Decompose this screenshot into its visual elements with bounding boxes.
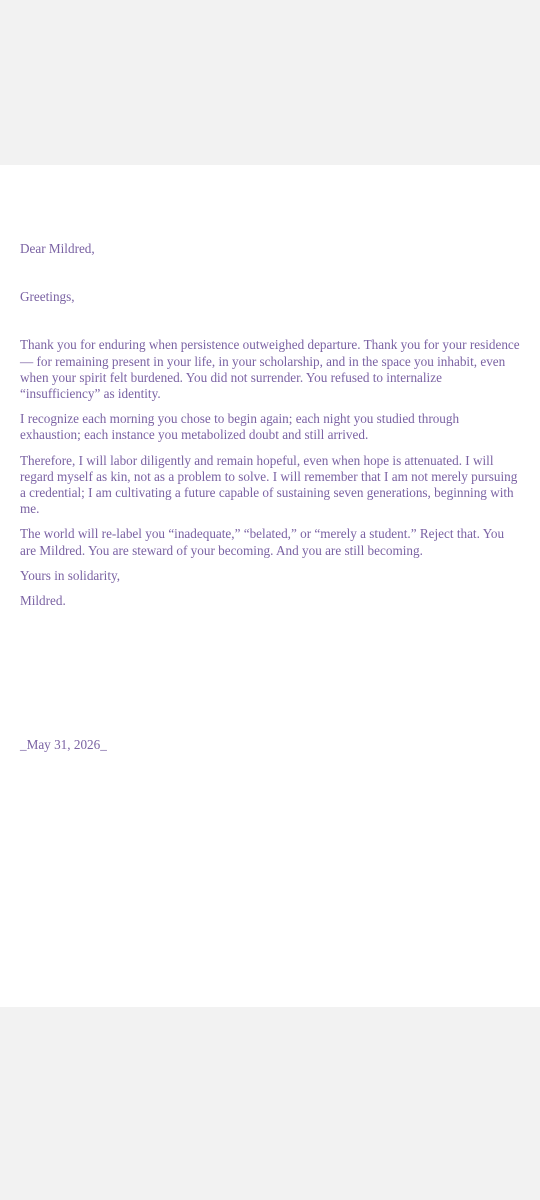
paragraph-4: The world will re-label you “inadequate,” “belated,” or “merely a student.” Reject that. You are Mildred. You are steward of your becoming. And you are still becoming. [20,526,505,558]
signature: Mildred. [20,593,66,609]
salutation: Dear Mildred, [20,241,95,256]
top-margin-area [0,0,540,165]
paragraph-3: Therefore, I will labor diligently and remain hopeful, even when hope is attenuated. I will regard myself as kin, not as a problem to solve. I will remember that I am not merely pursuing a credential; I am cultivating a future capable of sustaining seven generations, beginning with me. [20,452,518,517]
document-page [0,165,540,1007]
letter-body [20,241,520,609]
greeting: Greetings, [20,289,75,305]
paragraph-1: Thank you for enduring when persistence outweighed departure. Thank you for your residence — for remaining present in your life, in your scholarship, and in the space you inhabit, even when your spirit felt burdened. You did not surrender. You refused to internalize “insufficiency” as identity. [20,337,520,402]
letter-date: _May 31, 2026_ [20,737,107,752]
closing: Yours in solidarity, [20,567,121,583]
paragraph-2: I recognize each morning you chose to begin again; each night you studied through exhaustion; each instance you metabolized doubt and still arrived. [20,411,460,443]
bottom-margin-area [0,1007,540,1200]
